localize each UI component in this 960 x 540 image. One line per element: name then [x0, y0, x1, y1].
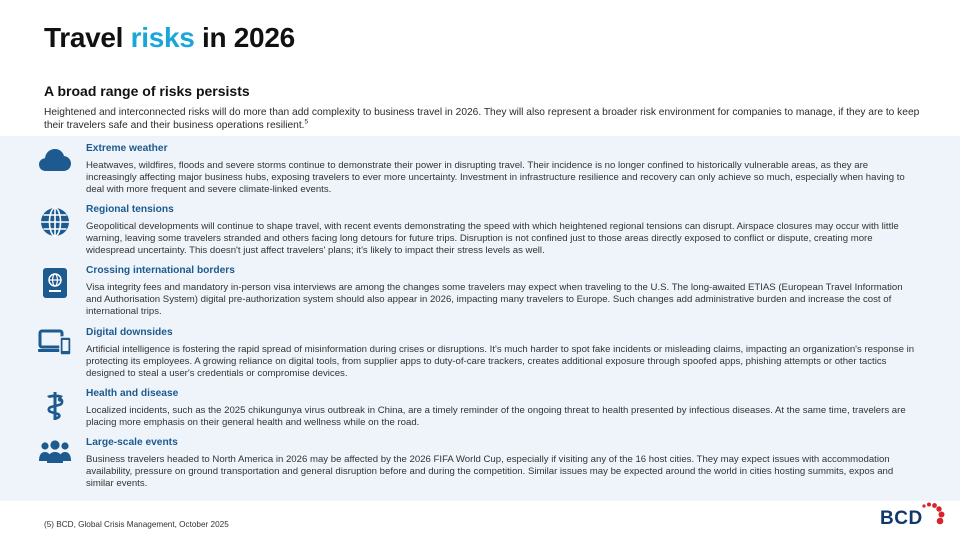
page-title [44, 22, 295, 54]
title-part-1: Travel [44, 22, 131, 53]
logo-wordmark: BCD [880, 508, 923, 529]
devices-icon [38, 329, 72, 363]
bcd-logo [880, 500, 950, 532]
title-accent: risks [130, 22, 195, 53]
logo-dots-icon [880, 500, 950, 532]
risk-heading: Health and disease [86, 388, 179, 399]
risk-heading: Crossing international borders [86, 265, 235, 276]
risk-description: Artificial intelligence is fostering the rapid spread of misinformation during crises or disruptions. It's much harder to spot fake incidents or misleading claims, impacting an organization's response in protecting its employees. A growing reliance on digital tools, from supplier apps to duty-of-care trackers, creates additional exposure through spoofed apps, phishing attempts or other tactics designed to steal a user's credentials or compromise devices. [86, 344, 915, 380]
risk-description: Visa integrity fees and mandatory in-person visa interviews are among the changes some travelers may expect when traveling to the U.S. The long-awaited ETIAS (European Travel Information and Authorisation System) digital pre-authorization system should also appear in 2026, impacting many travelers to Europe. Such changes add administrative burden and increase the cost of international trips. [86, 282, 903, 318]
source-footnote: (5) BCD, Global Crisis Management, October 2025 [44, 520, 229, 529]
risk-description: Localized incidents, such as the 2025 chikungunya virus outbreak in China, are a timely reminder of the ongoing threat to health presented by infectious diseases. At the same time, travelers are placing more emphasis on their general health and wellness while on the road. [86, 405, 906, 429]
risk-heading: Extreme weather [86, 143, 168, 154]
caduceus-icon [38, 390, 72, 424]
section-subtitle: A broad range of risks persists [44, 83, 250, 99]
intro-reference: 5 [304, 118, 309, 126]
title-part-2: in 2026 [194, 22, 295, 53]
globe-icon [38, 206, 72, 240]
risk-heading: Large-scale events [86, 437, 178, 448]
risk-description: Heatwaves, wildfires, floods and severe storms continue to demonstrate their power in disrupting travel. Their incidence is no longer confined to historically vulnerable areas, as they are increasingly affecting major business hubs, exposing travelers to ever more uncertainty. Investment in infrastructure resilience and recovery can only achieve so much, especially when having to deal with more frequent and severe climate-linked events. [86, 160, 905, 196]
risk-description: Geopolitical developments will continue to shape travel, with recent events demonstrating the speed with which heightened regional tensions can disrupt. Airspace closures may occur with little warning, leaving some travelers stranded and others facing long detours for future trips. Disruption is not confined just to those areas directly exposed to conflict or dispute, creating more widespread uncertainty. This doesn't just affect travelers' plans; it's likely to impact their stress levels as well. [86, 221, 899, 257]
intro-text: Heightened and interconnected risks will do more than add complexity to business travel in 2026. They will also represent a broader risk environment for companies to manage, if they are to keep their travelers safe and their business operations resilient. [44, 107, 920, 131]
risk-description: Business travelers headed to North America in 2026 may be affected by the 2026 FIFA World Cup, especially if visiting any of the 16 host cities. They may expect issues with accommodation availability, pressure on ground transportation and general disruption before and during the competition. Similar issues may be expected around the world in cities hosting summits, expos and similar events. [86, 454, 894, 490]
passport-icon [38, 267, 72, 301]
risk-heading: Digital downsides [86, 327, 173, 338]
crowd-icon [38, 439, 72, 473]
intro-paragraph [44, 107, 924, 132]
risk-heading: Regional tensions [86, 204, 174, 215]
cloud-icon [38, 145, 72, 179]
